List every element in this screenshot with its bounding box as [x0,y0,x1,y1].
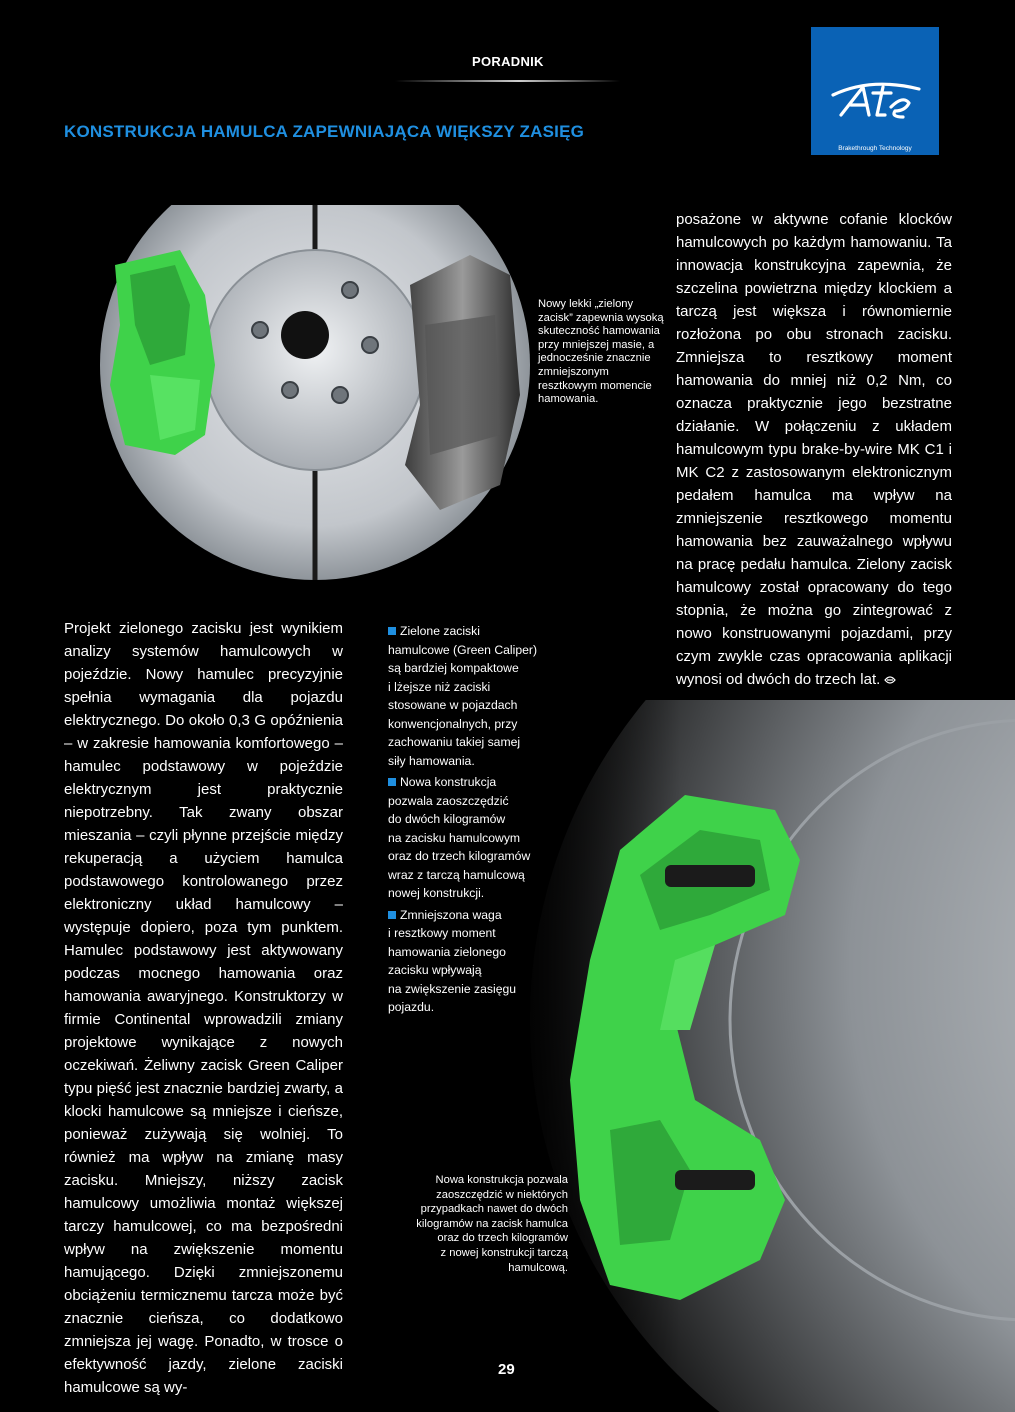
right-column-text [676,208,952,691]
right-column-body: posażone w aktywne cofanie klocków hamulcowych po każdym hamowaniu. Ta innowacja konstrukcyjna zapewnia, że szczelina powietrzna między klockiem a tarczą jest większa i równomiernie rozłożona po obu stronach zacisku. Zmniejsza to resztkowy moment hamowania do mniej niż 0,2 Nm, co oznacza praktycznie jego bezstratne działanie. W połączeniu z układem hamulcowym typu brake-by-wire MK C1 i MK C2 z zastosowanym elektronicznym pedałem hamulca ma wpływ na zmniejszenie resztkowego momentu hamowania bez zauważalnego wpływu na pracę pedału hamulca. Zielony zacisk hamulcowy został opracowany do tego stopnia, że można go zintegrować z nowo konstruowanymi pojazdami, przy czym zwykle czas opracowania aplikacji wynosi od dwóch do trzech lat. [676,211,952,688]
highlight-text: Nowa konstrukcja pozwala zaoszczędzić do dwóch kilogramów na zacisku hamulcowym oraz do trzech kilogramów wraz z tarczą hamulcową nowej konstrukcji. [388,775,531,900]
highlight-text: Zmniejszona waga i resztkowy moment hamowania zielonego zacisku wpływają na zwiększenie zasięgu pojazdu. [388,907,517,1014]
highlight-text: Zielone zaciski hamulcowe (Green Caliper) są bardziej kompaktowe i lżejsze niż zaciski stosowane w pojazdach konwencjonalnych, przy zachowaniu takiej samej siły hamowania. [388,624,538,768]
ate-logo [811,27,939,155]
highlight-item [388,622,563,770]
top-photo-caption: Nowy lekki „zielony zacisk” zapewnia wysoką skuteczność hamowania przy mniejszej masie, a jednocześnie znacznie zmniejszonym resztkowym momencie hamowania. [538,298,664,406]
end-of-article-icon [884,675,896,685]
left-column-text: Projekt zielonego zacisku jest wynikiem analizy systemów hamulcowych w pojeździe. Nowy hamulec precyzyjnie spełnia wymagania dla pojazdu elektrycznego. Do około 0,3 G opóźnienia – w zakresie hamowania komfortowego – hamulec podstawowy w pojeździe elektrycznym jest praktycznie niepotrzebny. Tak zwany obszar mieszania – czyli płynne przejście między rekuperacją a użyciem hamulca podstawowego kontrolowanego przez elektroniczny układ hamulcowy – występuje dopiero, poza tym punktem. Hamulec podstawowy jest aktywowany podczas mocnego hamowania oraz hamowania awaryjnego. Konstruktorzy w firmie Continental wprowadzili zmiany projektowe wynikające z nowych oczekiwań. Żeliwny zacisk Green Caliper typu pięść jest znacznie bardziej zwarty, a klocki hamulcowe są mniejsze i cieńsze, ponieważ zużywają się wolniej. To również ma wpływ na zmianę masy zacisku. Mniejszy, niższy zacisk hamulcowy umożliwia montaż większej tarczy hamulcowej, co ma bezpośredni wpływ na zwiększenie momentu hamującego. Dzięki zmniejszonemu obciążeniu termicznemu tarcza może być znacznie cieńsza, co dodatkowo zmniejsza jej wagę. Ponadto, w trosce o efektywność jazdy, zielone zaciski hamulcowe są wy- [64,620,343,1396]
logo-tagline: Brakethrough Technology [838,145,912,152]
bullet-square-icon [388,627,396,635]
bullet-square-icon [388,778,396,786]
bottom-photo-caption: Nowa konstrukcja pozwala zaoszczędzić w niektórych przypadkach nawet do dwóch kilogramów na zacisk hamulca oraz do trzech kilogramów z nowej konstrukcji tarczą hamulcową. [416,1174,568,1274]
ate-logo-mark-icon [811,27,939,155]
highlight-item [388,773,563,903]
highlights-list [388,622,563,1020]
highlight-item [388,906,563,1017]
bullet-square-icon [388,911,396,919]
header-rule [395,80,620,82]
section-label: PORADNIK [472,54,544,69]
article-headline: KONSTRUKCJA HAMULCA ZAPEWNIAJĄCA WIĘKSZY ZASIĘG [64,122,585,141]
brake-disc-photo [0,205,530,605]
green-caliper-closeup-photo [500,700,1015,1412]
page-number: 29 [498,1361,515,1378]
